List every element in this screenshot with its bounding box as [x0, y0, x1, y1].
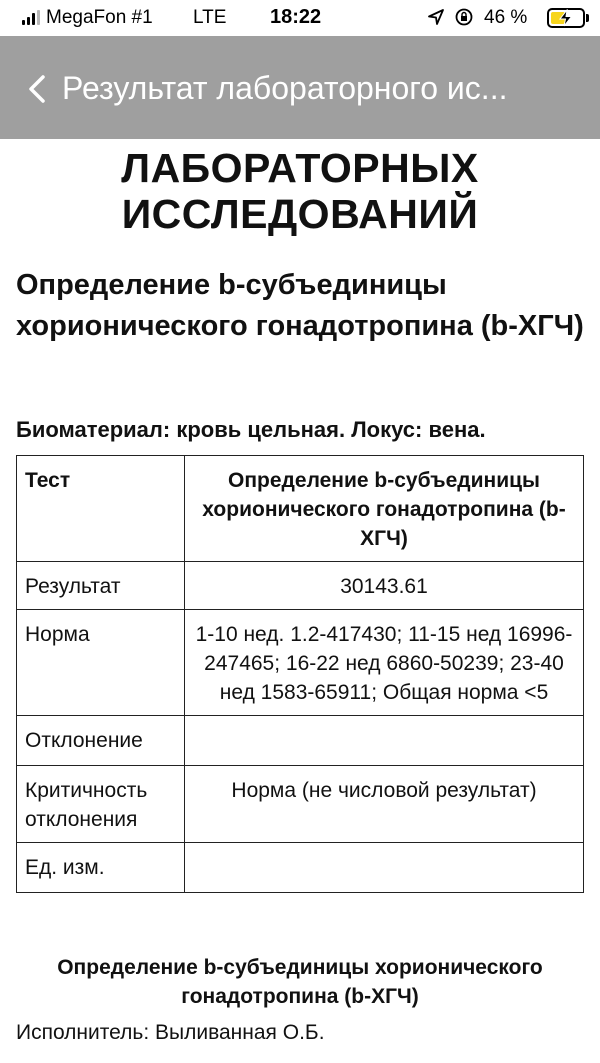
status-time: 18:22 — [270, 6, 322, 28]
performer-info: Исполнитель: Выливанная О.Б. — [16, 1021, 325, 1044]
battery-percentage: 46 % — [484, 7, 528, 28]
table-row — [17, 843, 584, 893]
row-label: Отклонение — [17, 716, 185, 766]
back-chevron-icon[interactable] — [26, 74, 48, 104]
footer-test-title: Определение b-субъединицы хорионического гонадотропина (b-ХГЧ) — [57, 956, 543, 1008]
nav-title: Результат лабораторного ис... — [62, 70, 508, 106]
rotation-lock-icon — [455, 8, 473, 26]
test-title: Определение b-субъединицы хорионического гонадотропина (b-ХГЧ) — [16, 269, 584, 342]
table-row — [17, 562, 584, 610]
row-value: Норма (не числовой результат) — [185, 766, 584, 843]
signal-strength-icon — [22, 9, 40, 25]
table-row — [17, 610, 584, 716]
row-label: Тест — [17, 456, 185, 562]
table-row — [17, 766, 584, 843]
table-row — [17, 716, 584, 766]
battery-tip — [586, 14, 589, 22]
row-value: Определение b-субъединицы хорионического гонадотропина (b-ХГЧ) — [185, 456, 584, 562]
document-heading-line2: ИССЛЕДОВАНИЙ — [121, 191, 479, 237]
carrier-name: MegaFon #1 — [46, 7, 153, 28]
row-label: Ед. изм. — [17, 843, 185, 893]
row-label: Критичность отклонения — [17, 766, 185, 843]
row-value — [185, 843, 584, 893]
status-bar — [0, 0, 600, 36]
network-type: LTE — [193, 7, 227, 28]
row-value — [185, 716, 584, 766]
results-table — [16, 455, 584, 893]
row-value: 30143.61 — [185, 562, 584, 610]
biomaterial-info: Биоматериал: кровь цельная. Локус: вена. — [16, 417, 486, 442]
report-content — [0, 139, 600, 1063]
row-label: Результат — [17, 562, 185, 610]
document-heading-line1: ЛАБОРАТОРНЫХ — [121, 145, 479, 191]
document-heading — [0, 145, 600, 237]
table-row — [17, 456, 584, 562]
charging-bolt-icon — [556, 9, 576, 27]
navigation-bar — [0, 36, 600, 139]
row-label: Норма — [17, 610, 185, 716]
row-value: 1-10 нед. 1.2-417430; 11-15 нед 16996-247465; 16-22 нед 6860-50239; 23-40 нед 1583-65911; Общая норма <5 — [185, 610, 584, 716]
location-arrow-icon — [427, 8, 445, 26]
